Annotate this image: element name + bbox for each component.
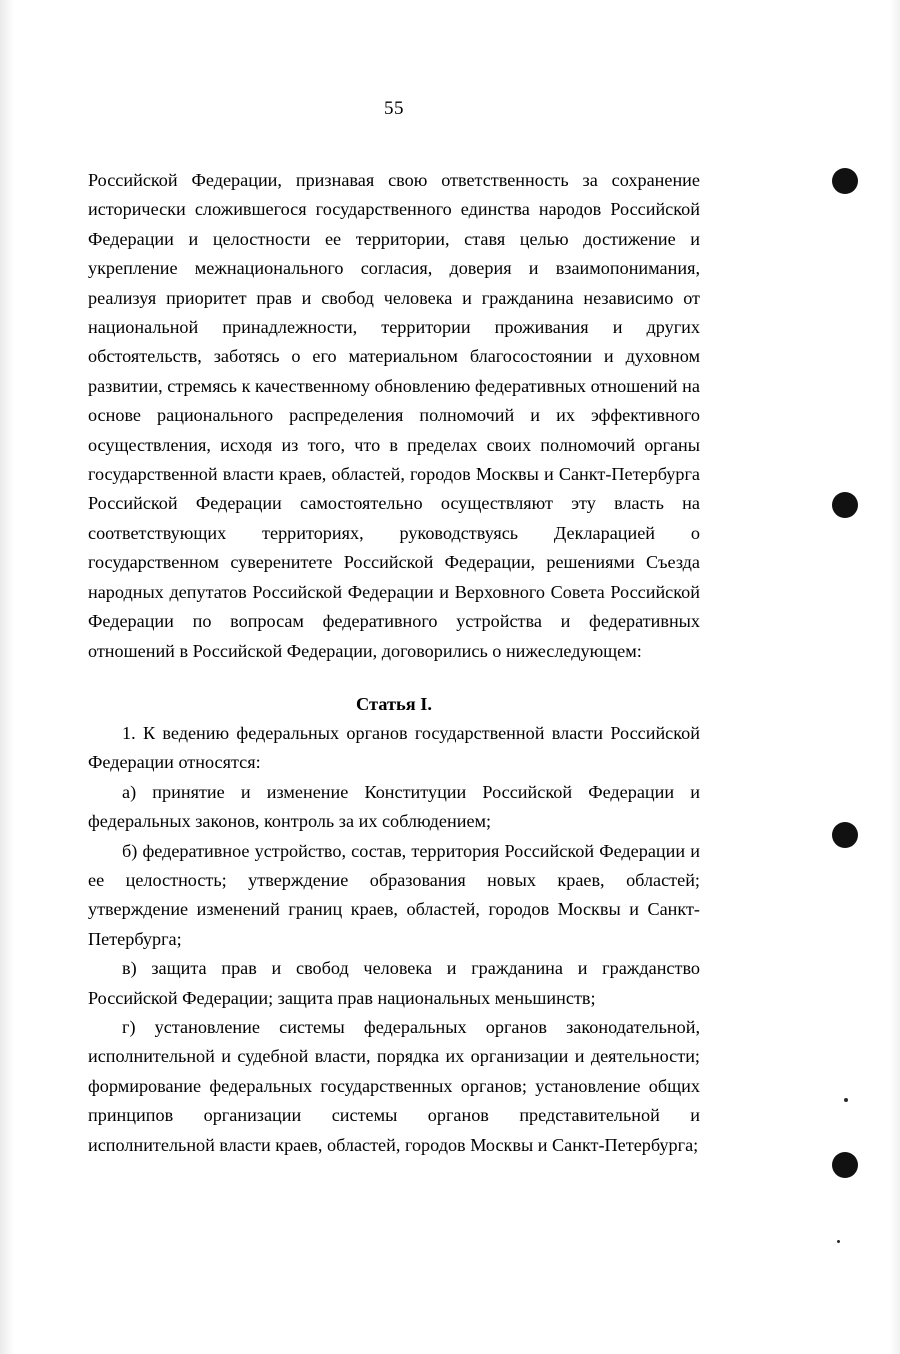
punch-hole-icon — [832, 168, 858, 194]
punch-hole-icon — [832, 492, 858, 518]
article-heading: Статья I. — [355, 693, 433, 714]
scan-speck — [837, 1240, 840, 1243]
scan-speck — [844, 1098, 848, 1102]
clause-item-a: а) принятие и изменение Конституции Российской Федерации и федеральных законов, контроль за их соблюдением; — [88, 781, 700, 832]
body-paragraph: Российской Федерации, признавая свою ответственность за сохранение исторически сложившегося государственного единства народов Российской Федерации и целостности ее территории, ставя целью достижение и укрепление межнационального согласия, доверия и взаимопонимания, реализуя приоритет прав и свобод человека и гражданина независимо от национальной принадлежности, территории проживания и других обстоятельств, заботясь о его материальном благосостоянии и духовном развитии, стремясь к качественному обновлению федеративных отношений на основе рационального распределения полномочий и их эффективного осуществления, исходя из того, что в пределах своих полномочий органы государственной власти краев, областей, городов Москвы и Санкт-Петербурга Российской Федерации самостоятельно осуществляют эту власть на соответствующих территориях, руководствуясь Декларацией о государственном суверенитете Российской Федерации, решениями Съезда народных депутатов Российской Федерации и Верховного Совета Российской Федерации по вопросам федеративного устройства и федеративных отношений в Российской Федерации, договорились о нижеследующем: — [88, 170, 700, 661]
punch-hole-icon — [832, 1152, 858, 1178]
clause-item-v: в) защита прав и свобод человека и гражданина и гражданство Российской Федерации; защита прав национальных меньшинств; — [88, 958, 700, 1008]
punch-hole-icon — [832, 822, 858, 848]
page-content — [88, 98, 700, 1160]
clause-item-b: б) федеративное устройство, состав, территория Российской Федерации и ее целостность; утверждение образования новых краев, областей; утверждение изменений границ краев, областей, городов Москвы и Санкт-Петербурга; — [88, 840, 700, 949]
page-number: 55 — [384, 98, 404, 119]
clause-intro: 1. К ведению федеральных органов государственной власти Российской Федерации относятся: — [88, 722, 700, 773]
clause-item-g: г) установление системы федеральных органов законодательной, исполнительной и судебной власти, порядка их организации и деятельности; формирование федеральных государственных органов; установление общих принципов организации системы органов представительной и исполнительной власти краев, областей, городов Москвы и Санкт-Петербурга; — [88, 1016, 700, 1155]
